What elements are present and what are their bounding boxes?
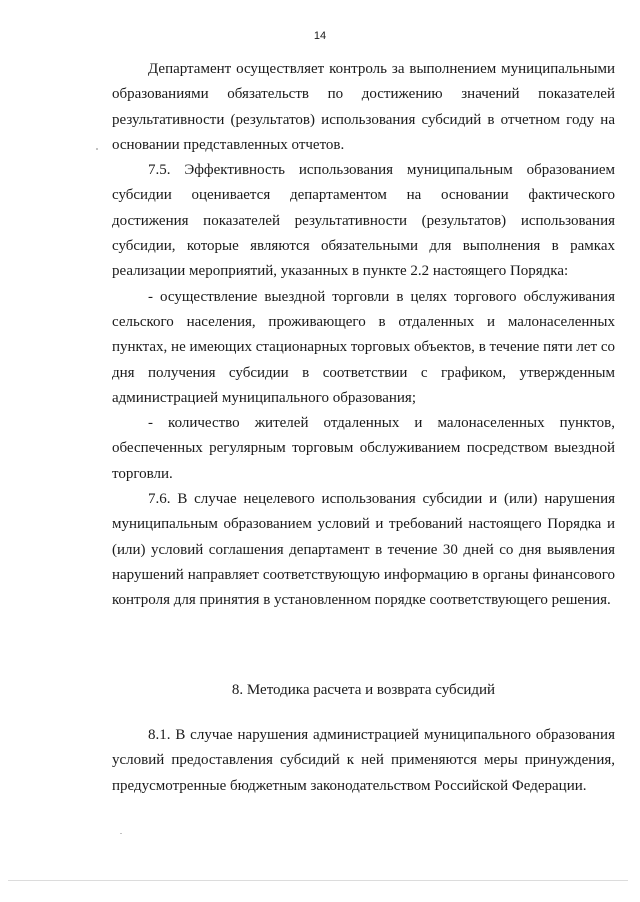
paragraph-7-6: 7.6. В случае нецелевого использования субсидии и (или) нарушения муниципальным образованием условий и требований настоящего Порядка и (или) условий соглашения департамент в течение 30 дней со дня выявления нарушений направляет соответствующую информацию в органы финансового контроля для принятия в установленном порядке соответствующего решения. — [112, 491, 615, 609]
paragraph-indicator-residents: - количество жителей отдаленных и малонаселенных пунктов, обеспеченных регулярным торговым обслуживанием посредством выездной торговли. — [112, 415, 615, 482]
section-body — [112, 723, 615, 799]
scan-artifact-speck — [120, 833, 122, 834]
paragraph-indicator-trade: - осуществление выездной торговли в целях торгового обслуживания сельского населения, проживающего в отдаленных и малонаселенных пунктах, не имеющих стационарных торговых объектов, в течение пяти лет со дня получения субсидии в соответствии с графиком, утвержденным администрацией муниципального образования; — [112, 288, 615, 406]
page-number: 14 — [313, 30, 327, 42]
paragraph-8-1: 8.1. В случае нарушения администрацией муниципального образования условий предоставления субсидий к ней применяются меры принуждения, предусмотренные бюджетным законодательством Российской Федерации. — [112, 727, 615, 794]
scan-artifact-bottom-line — [8, 880, 628, 881]
paragraph-control: Департамент осуществляет контроль за выполнением муниципальными образованиями обязательств по достижению значений показателей результативности (результатов) использования субсидий в отчетном году на основании представленных отчетов. — [112, 61, 615, 153]
paragraph-7-5: 7.5. Эффективность использования муниципальным образованием субсидии оценивается департаментом на основании фактического достижения показателей результативности (результатов) использования субсидии, которые являются обязательными для выполнения в рамках реализации мероприятий, указанных в пункте 2.2 настоящего Порядка: — [112, 162, 615, 280]
scan-artifact-speck — [96, 148, 98, 150]
document-body — [112, 57, 615, 614]
section-heading: 8. Методика расчета и возврата субсидий — [231, 682, 496, 698]
